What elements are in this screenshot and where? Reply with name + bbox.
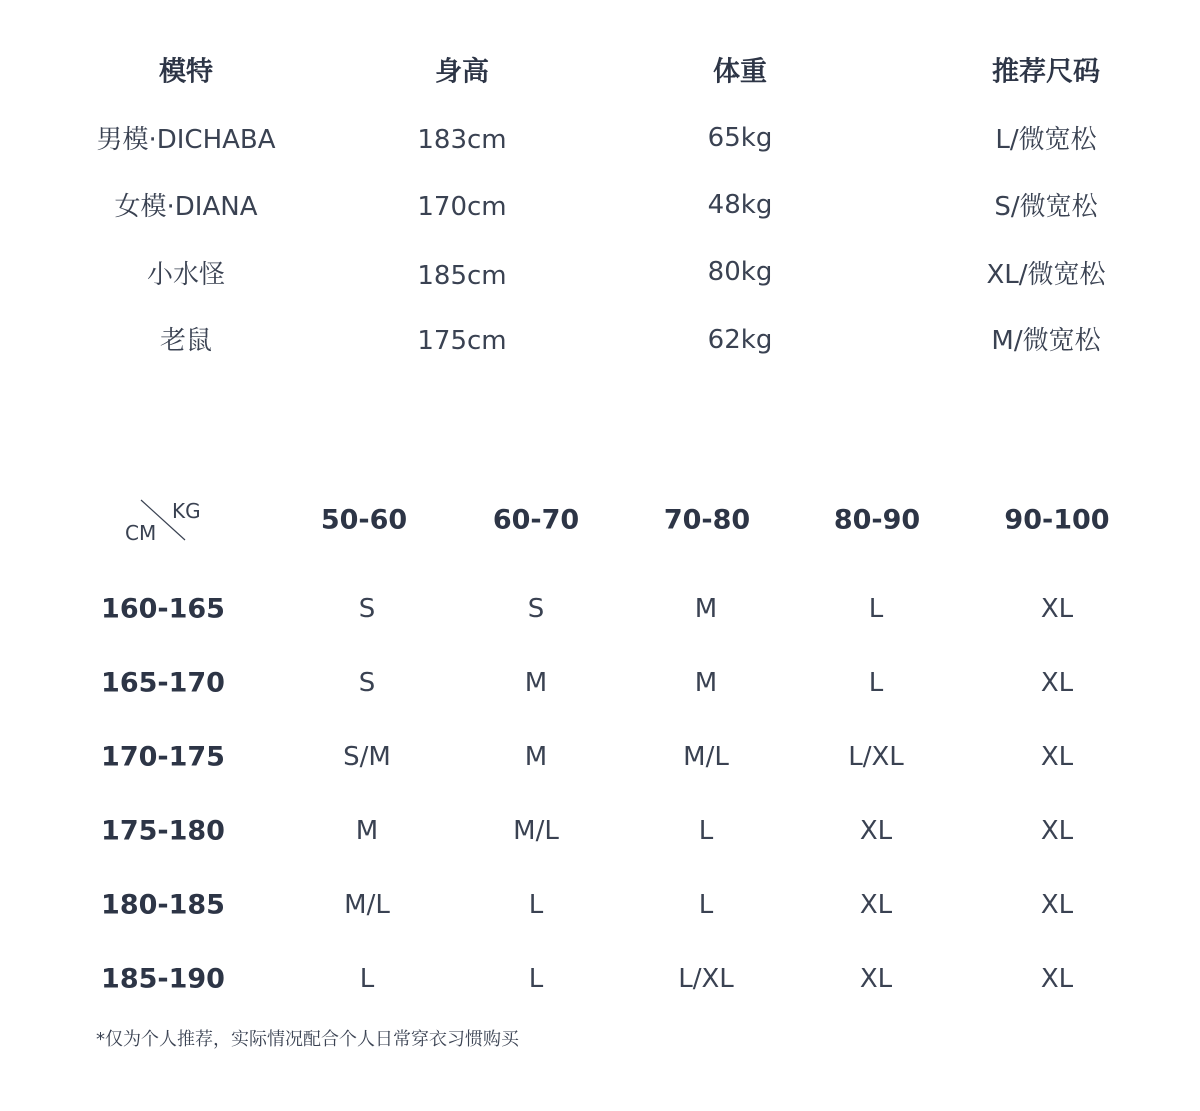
- height-range-label: 180-185: [101, 889, 225, 921]
- model-weight: 80kg: [707, 257, 773, 287]
- size-cell: XL: [1040, 964, 1074, 994]
- models-header-weight: 体重: [713, 56, 767, 88]
- model-name: 小水怪: [146, 260, 226, 290]
- size-cell: L: [868, 594, 884, 624]
- weight-range-header: 60-70: [492, 504, 580, 536]
- weight-range-header: 70-80: [663, 504, 751, 536]
- weight-range-header: 90-100: [1004, 504, 1110, 536]
- size-cell: XL: [1040, 890, 1074, 920]
- size-cell: M: [355, 816, 379, 846]
- size-cell: L: [528, 964, 544, 994]
- model-height: 183cm: [417, 125, 507, 155]
- height-range-label: 175-180: [101, 815, 225, 847]
- size-cell: M/L: [683, 742, 729, 772]
- size-cell: XL: [1040, 668, 1074, 698]
- height-range-label: 165-170: [101, 667, 225, 699]
- size-cell: L: [868, 668, 884, 698]
- size-cell: S/M: [343, 742, 391, 772]
- size-cell: XL: [1040, 742, 1074, 772]
- model-size: L/微宽松: [995, 125, 1097, 155]
- size-cell: M/L: [513, 816, 559, 846]
- height-range-label: 185-190: [101, 963, 225, 995]
- size-cell: L/XL: [678, 964, 734, 994]
- size-cell: S: [358, 594, 376, 624]
- corner-cm-label: CM: [125, 521, 157, 545]
- size-cell: XL: [1040, 594, 1074, 624]
- models-header-height: 身高: [435, 56, 489, 88]
- model-size: M/微宽松: [991, 326, 1101, 356]
- model-name: 男模·DICHABA: [96, 125, 276, 155]
- size-cell: M: [694, 594, 718, 624]
- size-cell: L: [698, 816, 714, 846]
- model-weight: 62kg: [707, 325, 773, 355]
- model-weight: 65kg: [707, 123, 773, 153]
- size-cell: XL: [859, 964, 893, 994]
- size-cell: M: [524, 742, 548, 772]
- size-cell: S: [358, 668, 376, 698]
- weight-range-header: 80-90: [833, 504, 921, 536]
- corner-kg-label: KG: [172, 499, 201, 523]
- model-height: 170cm: [417, 192, 507, 222]
- size-cell: L: [528, 890, 544, 920]
- model-height: 175cm: [417, 326, 507, 356]
- size-cell: M: [694, 668, 718, 698]
- size-cell: L: [359, 964, 375, 994]
- model-size: S/微宽松: [994, 192, 1098, 222]
- size-cell: S: [527, 594, 545, 624]
- size-cell: XL: [859, 816, 893, 846]
- size-cell: XL: [859, 890, 893, 920]
- models-header-size: 推荐尺码: [992, 56, 1100, 88]
- model-size: XL/微宽松: [986, 260, 1106, 290]
- size-cell: L: [698, 890, 714, 920]
- size-cell: L/XL: [848, 742, 904, 772]
- model-weight: 48kg: [707, 190, 773, 220]
- height-range-label: 160-165: [101, 593, 225, 625]
- footnote: *仅为个人推荐，实际情况配合个人日常穿衣习惯购买: [96, 1029, 519, 1050]
- height-range-label: 170-175: [101, 741, 225, 773]
- model-name: 老鼠: [159, 326, 213, 356]
- weight-range-header: 50-60: [320, 504, 408, 536]
- size-cell: M: [524, 668, 548, 698]
- size-cell: XL: [1040, 816, 1074, 846]
- model-height: 185cm: [417, 261, 507, 291]
- size-cell: M/L: [344, 890, 390, 920]
- size-chart-corner: [120, 494, 210, 546]
- model-name: 女模·DIANA: [114, 192, 258, 222]
- models-header-model: 模特: [159, 56, 213, 88]
